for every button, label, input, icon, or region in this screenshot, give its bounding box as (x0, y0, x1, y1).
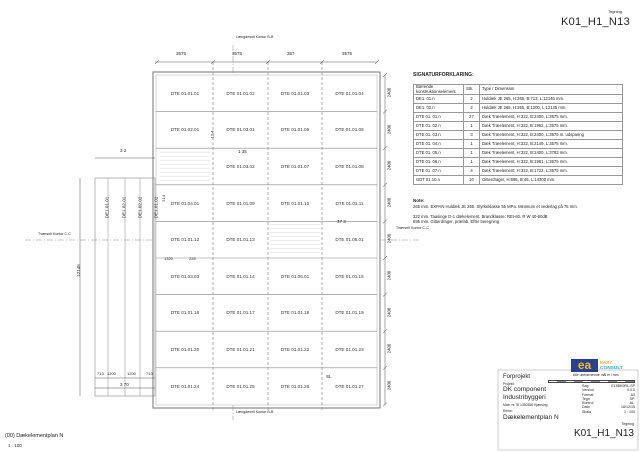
meta-value: A3 (630, 392, 635, 397)
dimension-label: 37 3 (337, 219, 346, 224)
legend-type: Dæk Træelement, H:322, B:2149, L:3575 mm. (480, 140, 623, 149)
legend-row (414, 122, 623, 131)
deck-element-label: DTE 01.03.01 (226, 127, 255, 133)
dimension-label: 2400 (386, 197, 392, 208)
deck-element-label: DTE 01.01.11 (335, 200, 364, 206)
dimension-label: 2400 (386, 270, 392, 281)
project-label: Projekt: (503, 382, 515, 386)
dimension-label: 12145 (75, 264, 81, 277)
deck-element-label: DTE 01.01.01 (170, 90, 200, 96)
legend-element: DTE 01. 03.n (414, 131, 464, 140)
dimension-label: 3 2 (120, 148, 127, 153)
deck-element-label: DTE 01.01.20 (170, 346, 200, 352)
legend-count: 2 (464, 104, 480, 113)
legend-count: 3 (464, 131, 480, 140)
meta-value: 18/12/15 (621, 405, 635, 410)
section-label: Tværsnit Kontor C-C (396, 226, 429, 230)
dimension-label: 1 35 (238, 149, 247, 154)
hollow-core-label: DE1.01.02 (153, 196, 159, 219)
legend-count: 27 (464, 113, 480, 122)
meta-list (582, 384, 635, 414)
deck-element-label: DTE 01.01.19 (335, 310, 364, 316)
deck-element-label: DTE 01.02.01 (170, 127, 200, 133)
legend-element: DTE 01. 06.n (414, 158, 464, 167)
deck-element-label: DTE 01.06.01 (280, 273, 310, 279)
legend-element: DTE 01. 01.n (414, 113, 464, 122)
dimension-notice: Alle uberørnevnte mål er i mm. (573, 373, 620, 377)
deck-element-label: DTE 01.01.21 (226, 346, 255, 352)
logo-text-2: CONSULT (600, 366, 623, 371)
legend-count: 1 (464, 149, 480, 158)
dimension-label: 1320 (164, 256, 173, 261)
content: Dækelementplan N (503, 414, 559, 421)
dimension-label: 3575 (342, 51, 353, 56)
deck-element-label: DTE 01.01.02 (226, 90, 255, 96)
legend-type: Dæk Træelement, H:322, B:1722, L:3575 mm. (480, 167, 623, 176)
legend-type: Dæk Træelement, H:322, B:2400, L:3575 m. udsparing (480, 131, 623, 140)
deck-element-label: DTE 01.01.08 (335, 163, 364, 169)
deck-element-label: DTE 01.01.04 (335, 90, 364, 96)
deck-element-label: DTE 01.01.23 (335, 346, 364, 352)
note-2: 322 mm. Taasinge D-1 dækelement. Brandklasse: REI-60. R W 40-50dB (413, 214, 548, 219)
deck-element-label: DTE 01.01.16 (170, 310, 200, 316)
drawing-label-2: Tegning (621, 422, 634, 426)
legend-table (413, 84, 623, 185)
drawing-label: Tegning (607, 9, 622, 14)
dimension-label: 2400 (386, 307, 392, 317)
meta-value: AL. (629, 401, 635, 406)
deck-element-label: DTE 01.01.06 (335, 127, 364, 133)
deck-element-label: DTE 01.05.01 (335, 237, 364, 243)
deck-element-label: DTE 01.01.12 (170, 237, 200, 243)
deck-element-label: DTE 01.01.14 (226, 273, 255, 279)
deck-element-label: DTE 01.01.27 (335, 383, 364, 389)
meta-key: Tegn (582, 396, 590, 401)
legend-header: Bærende konstruktionselement (414, 85, 464, 95)
legend-type: Dæk Træelement, H:322, B:1962, L:3575 mm. (480, 122, 623, 131)
dimension-label: 2400 (386, 234, 392, 244)
deck-element-label: DTE 01.03.03 (170, 273, 200, 279)
legend-element: DTE 01 .07.n (414, 167, 464, 176)
project-name: DK component Industribyggeri (503, 386, 546, 401)
deck-element-label: DTE 01.01.15 (335, 273, 364, 279)
content-label: Emne: (503, 409, 513, 413)
dimension-label: 3575 (176, 51, 187, 56)
deck-element-label: DTE 01.01.03 (280, 90, 310, 96)
deck-element-label: DTE 01.01.09 (226, 200, 255, 206)
legend-row (414, 149, 623, 158)
plan-title: (00) Dækelementplan N (5, 433, 64, 439)
dimension-label: 2400 (386, 87, 392, 98)
legend-element: DE1. 02.n (414, 104, 464, 113)
dimension-label: 2400 (386, 124, 392, 134)
legend-count: 10 (464, 176, 480, 185)
legend-count: 1 (464, 140, 480, 149)
deck-element-label: DTE 01.03.02 (226, 163, 255, 169)
address: Matr. nr. 5f 1350356 Kjærsing (503, 403, 548, 407)
dimension-label: 3575 (232, 51, 243, 56)
plan-scale: 1 : 100 (8, 443, 22, 448)
dimension-label: 3 70 (120, 382, 129, 387)
legend-header-row (414, 85, 623, 95)
legend-count: 1 (464, 122, 480, 131)
legend-type: Dæk Træelement, H:322, B:1981, L:3575 mm. (480, 158, 623, 167)
legend-header: Stk. (464, 85, 480, 95)
deck-element-label: DTE 01.01.22 (280, 346, 310, 352)
legend-header: Type / Dimension (480, 85, 623, 95)
legend-type: Huldæk JE 265, H:265, B:713, L:12145 mm. (480, 95, 623, 104)
meta-value: 0.0.0 (627, 388, 635, 393)
dimension-label: 214 (160, 195, 166, 202)
deck-element-label: DTE 01.01.07 (280, 163, 310, 169)
meta-value: E15BK0RL-SP (611, 384, 635, 388)
dimension-label: 1200 (127, 371, 136, 376)
legend-type: Dæk Træelement, H:322, B:2400, L:3783 mm. (480, 149, 623, 158)
deck-element-label: DTE 01.01.05 (280, 127, 310, 133)
legend-type: Dæk Træelement, H:322, B:2400, L:3575 mm. (480, 113, 623, 122)
hollow-core-label: DE1.02.01 (121, 196, 127, 219)
drawing-number-2: K01_H1_N13 (573, 428, 634, 439)
meta-key: Dato (582, 405, 590, 410)
dimension-label: 713 (97, 371, 104, 376)
meta-key: Version (582, 388, 594, 393)
legend-element: DTE 01. 04.n (414, 140, 464, 149)
meta-value: SP. (629, 396, 635, 401)
legend-count: 4 (464, 167, 480, 176)
legend-type: Huldæk JE 265, H:265, B:1200, L:12145 mm. (480, 104, 623, 113)
deck-element-label: DTE 01.01.10 (280, 200, 310, 206)
legend-element: DTE 01. 02.n (414, 122, 464, 131)
dimension-label: 1200 (107, 371, 116, 376)
note-1: 265 mm. EXPAN Huldæk JE 265. Styrkeklasse 55 MPa. Minimum et vederlag på 75 mm. (413, 204, 578, 209)
hollow-core-label: DE1.02.02 (137, 196, 143, 219)
legend-element: DE1. 01.n (414, 95, 464, 104)
deck-element-label: DTE 01.01.13 (226, 237, 255, 243)
dimension-label: 225 (189, 256, 196, 261)
legend-count: 2 (464, 95, 480, 104)
legend-row (414, 176, 623, 185)
sl-marker: SL (326, 374, 332, 379)
legend-row (414, 104, 623, 113)
meta-row (582, 410, 635, 414)
dimension-label: 2400 (386, 380, 392, 391)
legend-row (414, 158, 623, 167)
dimension-label: 2400 (386, 160, 392, 171)
legend-row (414, 167, 623, 176)
dimension-label: 357 (287, 51, 295, 56)
meta-key: Kontrol (582, 401, 594, 406)
meta-key: Skala (582, 409, 591, 414)
legend-element: DTE 01. 05.n (414, 149, 464, 158)
drawing-number: K01_H1_N13 (560, 16, 630, 28)
deck-element-label: DTE 01.01.18 (280, 310, 310, 316)
legend-row (414, 113, 623, 122)
hollow-core-label: DE1.01.01 (104, 196, 110, 219)
section-label: Tværsnit Kontor C-C (38, 232, 71, 236)
deck-element-label: DTE 01.04.01 (170, 200, 200, 206)
section-label: Længdesnit Kontor B-B (236, 410, 274, 414)
scale-bar (548, 380, 635, 383)
legend-type: Gitterdrager, H:695, B:45, L:14300 mm. (480, 176, 623, 185)
logo: ea (571, 359, 598, 372)
legend-row (414, 140, 623, 149)
dimension-label: 713 (146, 371, 153, 376)
legend-row (414, 95, 623, 104)
legend-row (414, 131, 623, 140)
dimension-label: 2400 (386, 343, 392, 354)
deck-element-label: DTE 01.01.24 (170, 383, 200, 389)
meta-value: 1 : 100 (624, 409, 635, 414)
dimension-label: 12 4 (209, 130, 215, 139)
logo-text-1: EASY (600, 360, 613, 365)
deck-element-label: DTE 01.01.17 (226, 310, 255, 316)
meta-key: Format (582, 392, 594, 397)
phase: Forprojekt (503, 374, 531, 380)
legend-element: GDT 01.10.n (414, 176, 464, 185)
legend-title: SIGNATURFORKLARING: (413, 72, 474, 78)
section-label: Længdesnit Kontor B-B (236, 35, 274, 39)
deck-element-label: DTE 01.01.26 (280, 383, 310, 389)
note-3: 695 mm. Gitterdrager, præfab. Efter beregning (413, 219, 500, 224)
legend-count: 1 (464, 158, 480, 167)
note-title: Note: (413, 198, 425, 203)
deck-element-label: DTE 01.01.25 (226, 383, 255, 389)
meta-key: Sag: (582, 384, 590, 388)
